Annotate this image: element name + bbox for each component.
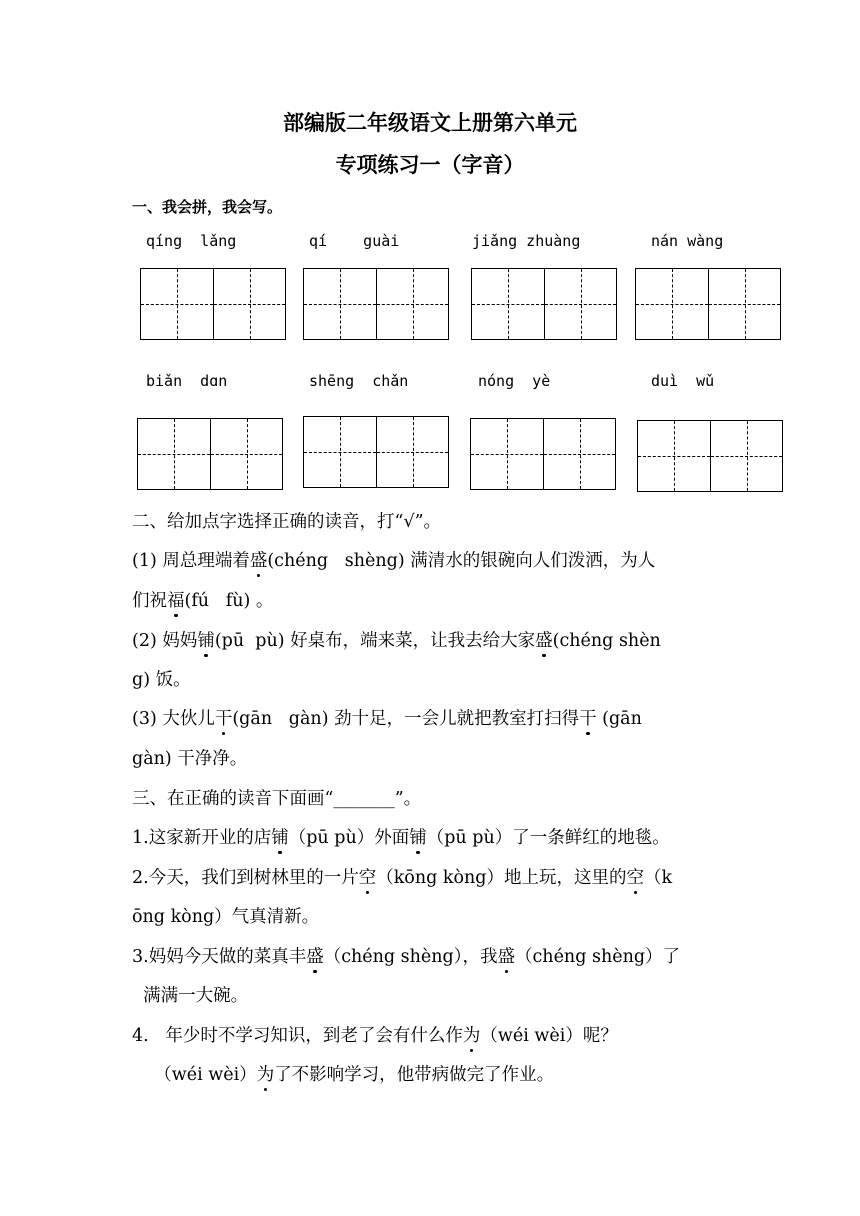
exercise-line: 满满一大碗。: [132, 986, 249, 1006]
exercise-line: 1.这家新开业的店铺（pū pù）外面铺（pū pù）了一条鲜红的地毯。: [132, 828, 670, 848]
section2-heading: 二、给加点字选择正确的读音，打“√”。: [132, 512, 442, 532]
pinyin-3: jiǎng zhuàng: [472, 232, 581, 250]
page-title: 部编版二年级语文上册第六单元: [283, 111, 577, 135]
exercise-line: 4. 年少时不学习知识，到老了会有什么作为（wéi wèi）呢？: [132, 1026, 618, 1046]
writing-grid[interactable]: [140, 268, 286, 340]
writing-grid[interactable]: [637, 420, 783, 492]
pinyin-2: qí guài: [309, 232, 400, 250]
writing-grid[interactable]: [635, 268, 781, 340]
exercise-line: (3) 大伙儿干(gān gàn) 劲十足，一会儿就把教室打扫得干 (gān: [132, 709, 642, 729]
section3-heading: 三、在正确的读音下面画“_______”。: [132, 789, 422, 809]
exercise-line: g) 饭。: [132, 670, 191, 690]
pinyin-6: shēng chǎn: [309, 372, 409, 390]
exercise-line: (2) 妈妈铺(pū pù) 好桌布，端来菜，让我去给大家盛(chéng shèn: [132, 631, 661, 651]
exercise-line: ōng kòng）气真清新。: [132, 907, 320, 927]
pinyin-5: biǎn dɑn: [146, 372, 228, 390]
pinyin-7: nóng yè: [478, 372, 551, 390]
exercise-line: 们祝福(fú fù) 。: [132, 591, 274, 611]
exercise-line: （wéi wèi）为了不影响学习，他带病做完了作业。: [132, 1065, 555, 1085]
exercise-line: (1) 周总理端着盛(chéng shèng) 满清水的银碗向人们泼洒，为人: [132, 551, 656, 571]
writing-grid[interactable]: [137, 418, 283, 490]
pinyin-8: duì wǔ: [651, 372, 715, 390]
writing-grid[interactable]: [470, 418, 616, 490]
page-subtitle: 专项练习一（字音）: [335, 153, 525, 177]
writing-grid[interactable]: [303, 416, 449, 488]
exercise-line: 3.妈妈今天做的菜真丰盛（chéng shèng），我盛（chéng shèng）了: [132, 947, 681, 967]
section1-heading: 一、我会拼，我会写。: [132, 198, 283, 216]
pinyin-1: qíng lǎng: [146, 232, 237, 250]
writing-grid[interactable]: [303, 268, 449, 340]
writing-grid[interactable]: [471, 268, 617, 340]
exercise-line: 2.今天，我们到树林里的一片空（kōng kòng）地上玩，这里的空（k: [132, 868, 673, 888]
exercise-line: gàn) 干净净。: [132, 749, 248, 769]
pinyin-4: nán wàng: [651, 232, 724, 250]
